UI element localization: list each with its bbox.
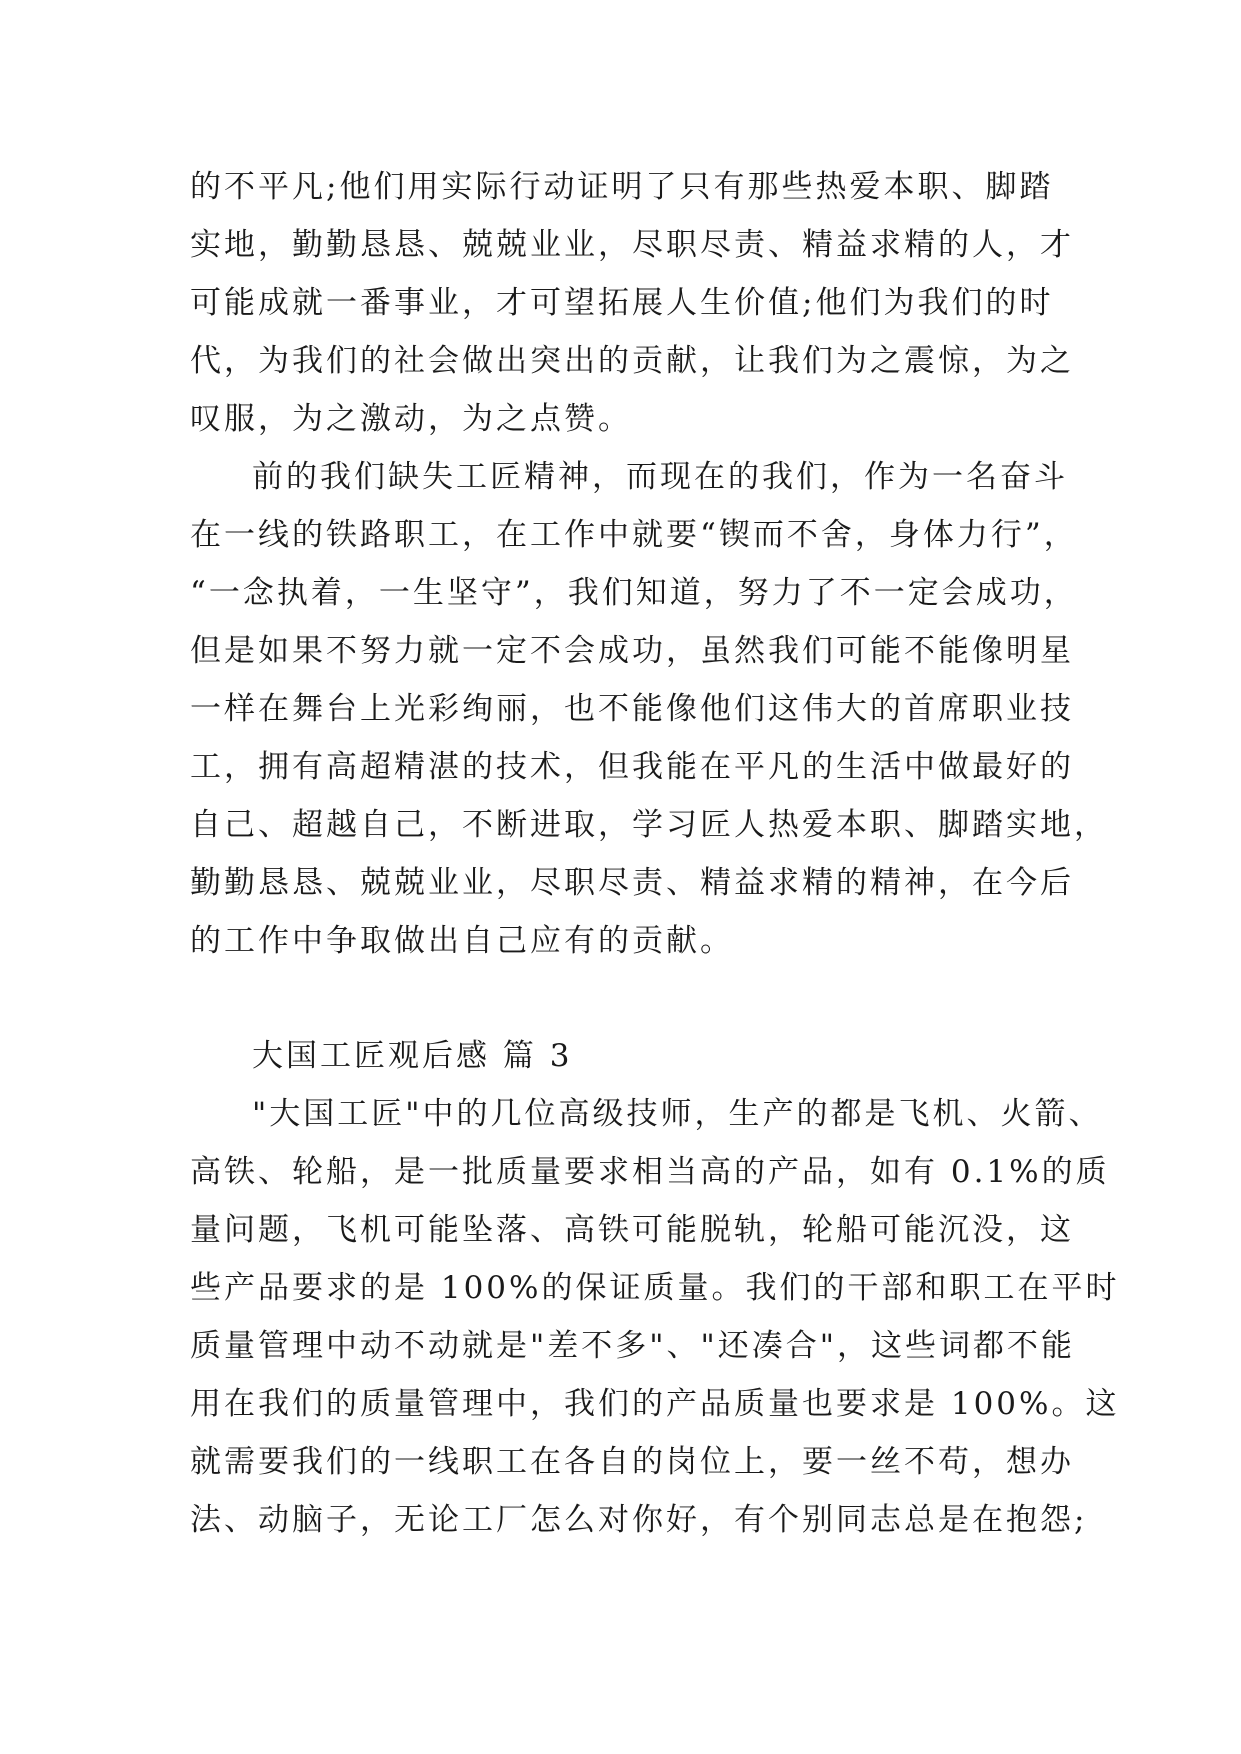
paragraph-3-line-6: 用在我们的质量管理中，我们的产品质量也要求是 100%。这 (190, 1386, 1120, 1422)
paragraph-3-line-2: 高铁、轮船，是一批质量要求相当高的产品，如有 0.1%的质 (190, 1154, 1110, 1190)
paragraph-2-line-3: “一念执着，一生坚守”，我们知道，努力了不一定会成功， (190, 575, 1078, 611)
paragraph-3-line-7: 就需要我们的一线职工在各自的岗位上，要一丝不苟，想办 (190, 1444, 1074, 1480)
section-heading (190, 1027, 1090, 1085)
paragraph-3-line-1: "大国工匠"中的几位高级技师，生产的都是飞机、火箭、 (252, 1096, 1103, 1132)
paragraph-3-line-8: 法、动脑子，无论工厂怎么对你好，有个别同志总是在抱怨; (190, 1502, 1088, 1538)
paragraph-1-line-4: 代，为我们的社会做出突出的贡献，让我们为之震惊，为之 (190, 343, 1074, 379)
paragraph-2-line-7: 自己、超越自己，不断进取，学习匠人热爱本职、脚踏实地， (190, 807, 1108, 843)
paragraph-2-line-4: 但是如果不努力就一定不会成功，虽然我们可能不能像明星 (190, 633, 1074, 669)
paragraph-1-line-2: 实地，勤勤恳恳、兢兢业业，尽职尽责、精益求精的人，才 (190, 227, 1074, 263)
paragraph-2-line-2: 在一线的铁路职工，在工作中就要“锲而不舍，身体力行”， (190, 517, 1078, 553)
paragraph-2 (190, 448, 1108, 970)
paragraph-3-line-3: 量问题，飞机可能坠落、高铁可能脱轨，轮船可能沉没，这 (190, 1212, 1074, 1248)
paragraph-1 (190, 158, 1090, 448)
paragraph-1-line-5: 叹服，为之激动，为之点赞。 (190, 401, 632, 437)
paragraph-2-line-5: 一样在舞台上光彩绚丽，也不能像他们这伟大的首席职业技 (190, 691, 1074, 727)
paragraph-2-line-1: 前的我们缺失工匠精神，而现在的我们，作为一名奋斗 (252, 459, 1068, 495)
paragraph-2-line-9: 的工作中争取做出自己应有的贡献。 (190, 923, 734, 959)
paragraph-2-line-8: 勤勤恳恳、兢兢业业，尽职尽责、精益求精的精神，在今后 (190, 865, 1074, 901)
paragraph-3-line-4: 些产品要求的是 100%的保证质量。我们的干部和职工在平时 (190, 1270, 1120, 1306)
paragraph-1-line-1: 的不平凡;他们用实际行动证明了只有那些热爱本职、脚踏 (190, 169, 1054, 205)
paragraph-3-line-5: 质量管理中动不动就是"差不多"、"还凑合"，这些词都不能 (190, 1328, 1076, 1364)
paragraph-2-line-6: 工，拥有高超精湛的技术，但我能在平凡的生活中做最好的 (190, 749, 1074, 785)
paragraph-3 (190, 1085, 1120, 1549)
section-heading-text: 大国工匠观后感 篇 3 (252, 1038, 573, 1074)
paragraph-1-line-3: 可能成就一番事业，才可望拓展人生价值;他们为我们的时 (190, 285, 1054, 321)
